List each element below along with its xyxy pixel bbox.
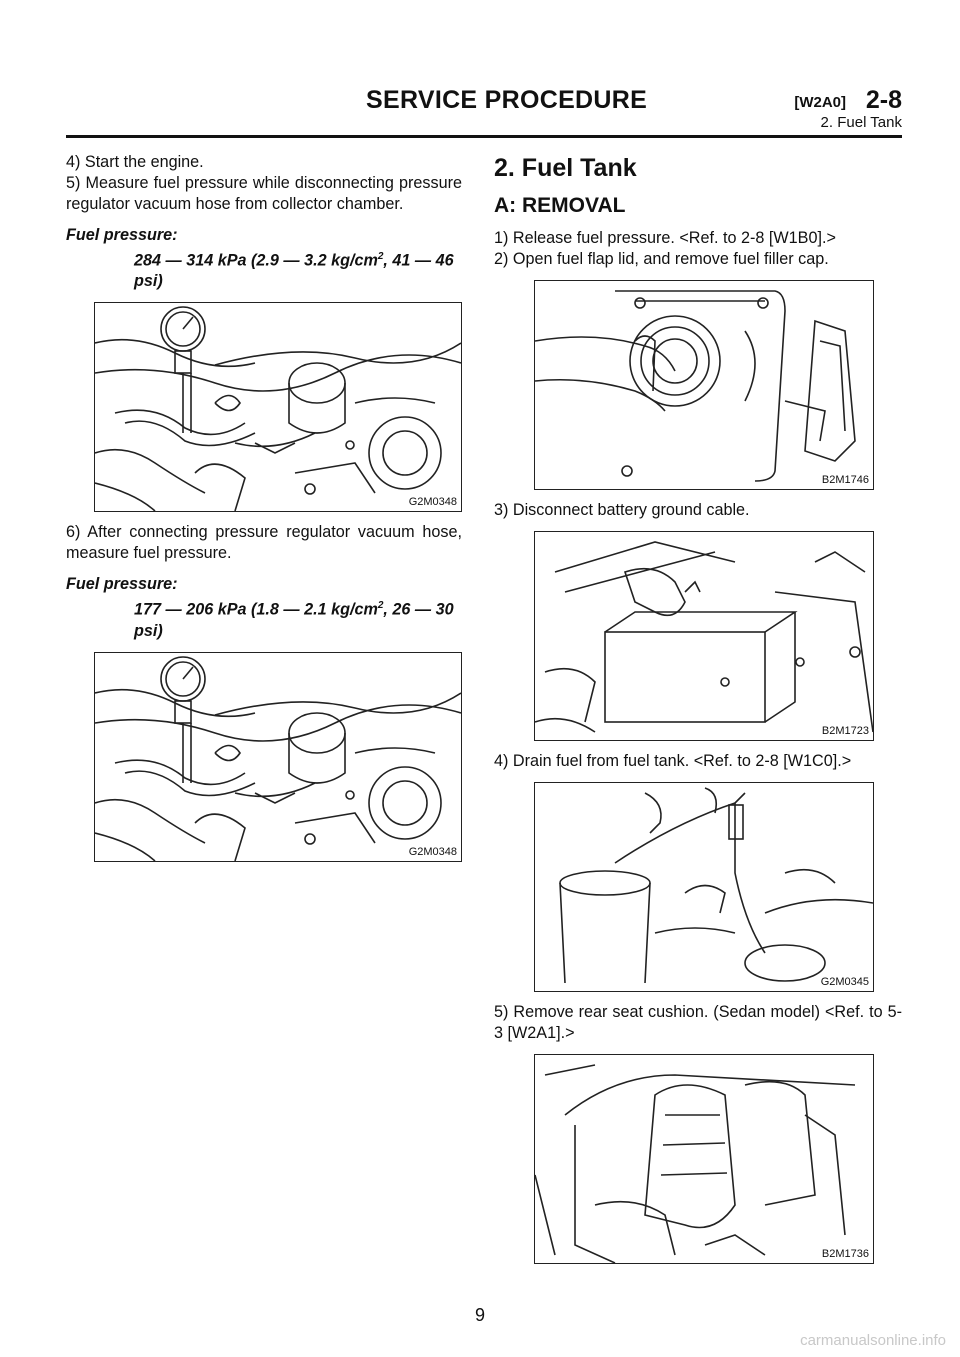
header-title: SERVICE PROCEDURE xyxy=(366,86,648,114)
figure-code: G2M0348 xyxy=(408,845,457,858)
right-column xyxy=(494,152,902,1274)
spec-value: 177 — 206 kPa (1.8 — 2.1 $kg/cm^2$, 26 — 30 psi) xyxy=(134,600,454,640)
page-number: 9 xyxy=(474,1305,485,1325)
fuel-filler-illustration xyxy=(535,281,873,489)
section-title: 2. Fuel Tank xyxy=(494,154,637,182)
header-section-number: 2-8 xyxy=(865,86,902,114)
spec-value: 284 — 314 kPa (2.9 — 3.2 $kg/cm^2$, 41 — 46 psi) xyxy=(134,251,454,291)
step-disconnect-battery: 3) Disconnect battery ground cable. xyxy=(494,501,750,519)
step-open-flap: 2) Open fuel flap lid, and remove fuel filler cap. xyxy=(494,250,829,268)
spec-label: Fuel pressure: xyxy=(66,575,178,594)
step-drain-fuel: 4) Drain fuel from fuel tank. <Ref. to 2-8 [W1C0].> xyxy=(494,752,852,770)
engine-gauge-illustration xyxy=(95,303,461,511)
step-release-pressure: 1) Release fuel pressure. <Ref. to 2-8 [W1B0].> xyxy=(494,229,836,247)
step-measure-connected: 6) After connecting pressure regulator vacuum hose, measure fuel pressure. xyxy=(66,523,462,563)
step-remove-seat: 5) Remove rear seat cushion. (Sedan model) <Ref. to 5-3 [W2A1].> xyxy=(494,1003,902,1042)
figure-code: B2M1746 xyxy=(821,474,869,486)
figure-code: B2M1736 xyxy=(821,1248,869,1260)
rear-seat-illustration xyxy=(535,1055,873,1263)
subsection-title: A: REMOVAL xyxy=(494,194,626,217)
figure-code: G2M0345 xyxy=(820,976,869,988)
figure-rear-seat xyxy=(534,1054,874,1264)
figure-fuel-gauge-2 xyxy=(94,652,462,862)
step-measure-disconnected: 5) Measure fuel pressure while disconnecting pressure regulator vacuum hose from collector chamber. xyxy=(66,174,462,213)
header-rule xyxy=(66,135,902,138)
figure-code: G2M0348 xyxy=(408,496,457,509)
figure-drain-fuel xyxy=(534,782,874,992)
watermark: carmanualsonline.info xyxy=(800,1332,946,1349)
battery-illustration xyxy=(535,532,873,740)
engine-gauge-illustration xyxy=(95,653,461,861)
figure-fuel-gauge-1 xyxy=(94,302,462,512)
spec-label: Fuel pressure: xyxy=(66,226,178,244)
figure-code: B2M1723 xyxy=(821,725,869,737)
figure-battery xyxy=(534,531,874,741)
header-code: [W2A0] xyxy=(794,94,846,111)
figure-fuel-filler xyxy=(534,280,874,490)
left-column xyxy=(66,152,462,872)
step-start-engine: 4) Start the engine. xyxy=(66,153,204,171)
header-subtitle: 2. Fuel Tank xyxy=(820,114,902,131)
fuel-drain-illustration xyxy=(535,783,873,991)
